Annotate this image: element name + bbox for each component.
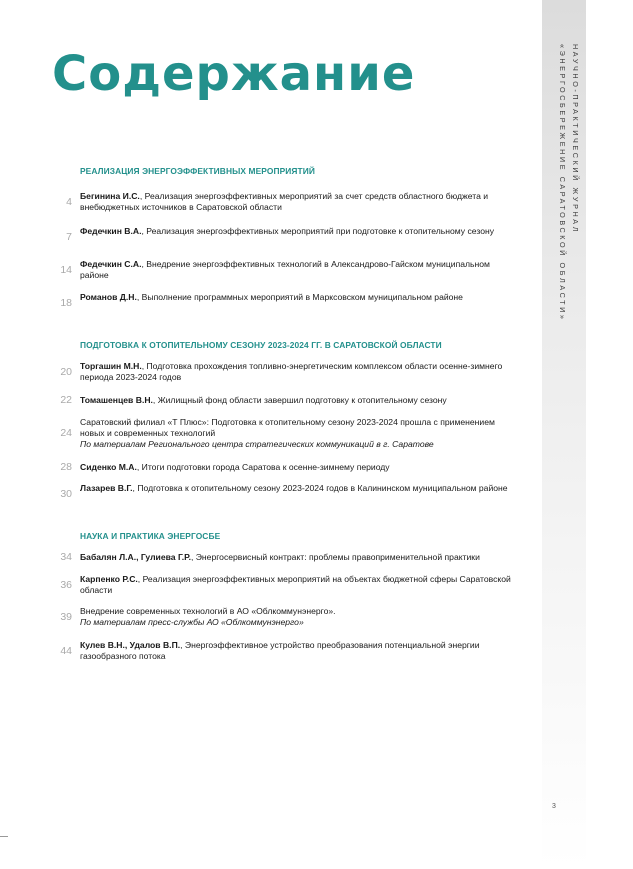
crop-mark <box>0 836 8 837</box>
entry-title: , Итоги подготовки города Саратова к осенне-зимнему периоду <box>136 462 390 472</box>
page-number: 44 <box>60 645 72 657</box>
section-title: НАУКА И ПРАКТИКА ЭНЕРГОСБЕ <box>80 531 221 541</box>
page-number: 4 <box>66 196 72 208</box>
journal-vertical-line-2: «ЭНЕРГОСБЕРЕЖЕНИЕ САРАТОВСКОЙ ОБЛАСТИ» <box>558 44 567 322</box>
toc-entry[interactable] <box>50 483 520 500</box>
journal-vertical-line-1: НАУЧНО-ПРАКТИЧЕСКИЙ ЖУРНАЛ <box>571 44 580 235</box>
page-number: 22 <box>60 394 72 406</box>
page-number: 20 <box>60 366 72 378</box>
toc-entry[interactable] <box>50 259 520 281</box>
toc-entry[interactable] <box>50 606 520 628</box>
toc-entry[interactable] <box>50 462 520 473</box>
page-number: 36 <box>60 579 72 591</box>
entry-title: , Реализация энергоэффективных мероприятий за счет средств областного бюджета и внебюджетных источников в Саратовской области <box>80 191 489 213</box>
page-number: 18 <box>60 297 72 309</box>
toc-entry[interactable] <box>50 191 520 213</box>
entry-title: , Энергоэффективное устройство преобразования потенциальной энергии газообразного потока <box>80 640 480 662</box>
toc-entry[interactable] <box>50 292 520 309</box>
section-title: ПОДГОТОВКА К ОТОПИТЕЛЬНОМУ СЕЗОНУ 2023-2024 ГГ. В САРАТОВСКОЙ ОБЛАСТИ <box>80 340 442 350</box>
page-title: Содержание <box>52 46 416 102</box>
entry-note: По материалам Регионального центра стратегических коммуникаций в г. Саратове <box>80 439 434 450</box>
page-number: 30 <box>60 488 72 500</box>
section-title: РЕАЛИЗАЦИЯ ЭНЕРГОЭФФЕКТИВНЫХ МЕРОПРИЯТИЙ <box>80 166 315 176</box>
entry-title: , Реализация энергоэффективных мероприятий на объектах бюджетной сферы Саратовской области <box>80 574 511 596</box>
page-number: 7 <box>66 231 72 243</box>
page-number: 34 <box>60 551 72 563</box>
entry-title: , Выполнение программных мероприятий в Марксовском муниципальном районе <box>136 292 463 302</box>
entry-title: , Жилищный фонд области завершил подготовку к отопительному сезону <box>152 395 447 405</box>
entry-title: , Подготовка к отопительному сезону 2023-2024 годов в Калининском муниципальном районе <box>132 483 508 493</box>
entry-authors: Сиденко М.А. <box>80 462 137 472</box>
entry-title: Внедрение современных технологий в АО «Облкоммунэнерго». <box>80 606 336 616</box>
entry-authors: Карпенко Р.С. <box>80 574 138 584</box>
entry-title: , Энергосервисный контракт: проблемы правоприменительной практики <box>190 552 480 562</box>
page-number: 14 <box>60 264 72 276</box>
toc-entry[interactable] <box>50 574 520 596</box>
toc-entry[interactable] <box>50 640 520 662</box>
toc-entry[interactable] <box>50 417 520 451</box>
page-number: 28 <box>60 461 72 473</box>
entry-authors: Кулев В.Н., Удалов В.П. <box>80 640 181 650</box>
entry-authors: Торгашин М.Н. <box>80 361 142 371</box>
page-number-footer: 3 <box>552 803 556 810</box>
entry-authors: Бабалян Л.А., Гулиева Г.Р. <box>80 552 191 562</box>
entry-authors: Бегинина И.С. <box>80 191 140 201</box>
journal-vertical-label <box>546 44 582 374</box>
entry-authors: Томашенцев В.Н. <box>80 395 153 405</box>
entry-title: Саратовский филиал «Т Плюс»: Подготовка к отопительному сезону 2023-2024 прошла с применением новых и современных технологий <box>80 417 495 439</box>
entry-title: , Внедрение энергоэффективных технологий в Александрово-Гайском муниципальном районе <box>80 259 490 281</box>
toc-entry[interactable] <box>50 552 520 563</box>
page-number: 24 <box>60 427 72 439</box>
entry-authors: Федечкин С.А. <box>80 259 142 269</box>
entry-note: По материалам пресс-службы АО «Облкоммунэнерго» <box>80 617 304 628</box>
toc-entry[interactable] <box>50 226 520 243</box>
toc-entry[interactable] <box>50 395 520 406</box>
entry-authors: Романов Д.Н. <box>80 292 137 302</box>
entry-title: , Подготовка прохождения топливно-энергетическим комплексом области осенне-зимнего периода 2023-2024 годов <box>80 361 503 383</box>
page-number: 39 <box>60 611 72 623</box>
entry-title: , Реализация энергоэффективных мероприятий при подготовке к отопительному сезону <box>141 226 495 236</box>
toc-entry[interactable] <box>50 361 520 383</box>
entry-authors: Лазарев В.Г. <box>80 483 133 493</box>
entry-authors: Федечкин В.А. <box>80 226 142 236</box>
